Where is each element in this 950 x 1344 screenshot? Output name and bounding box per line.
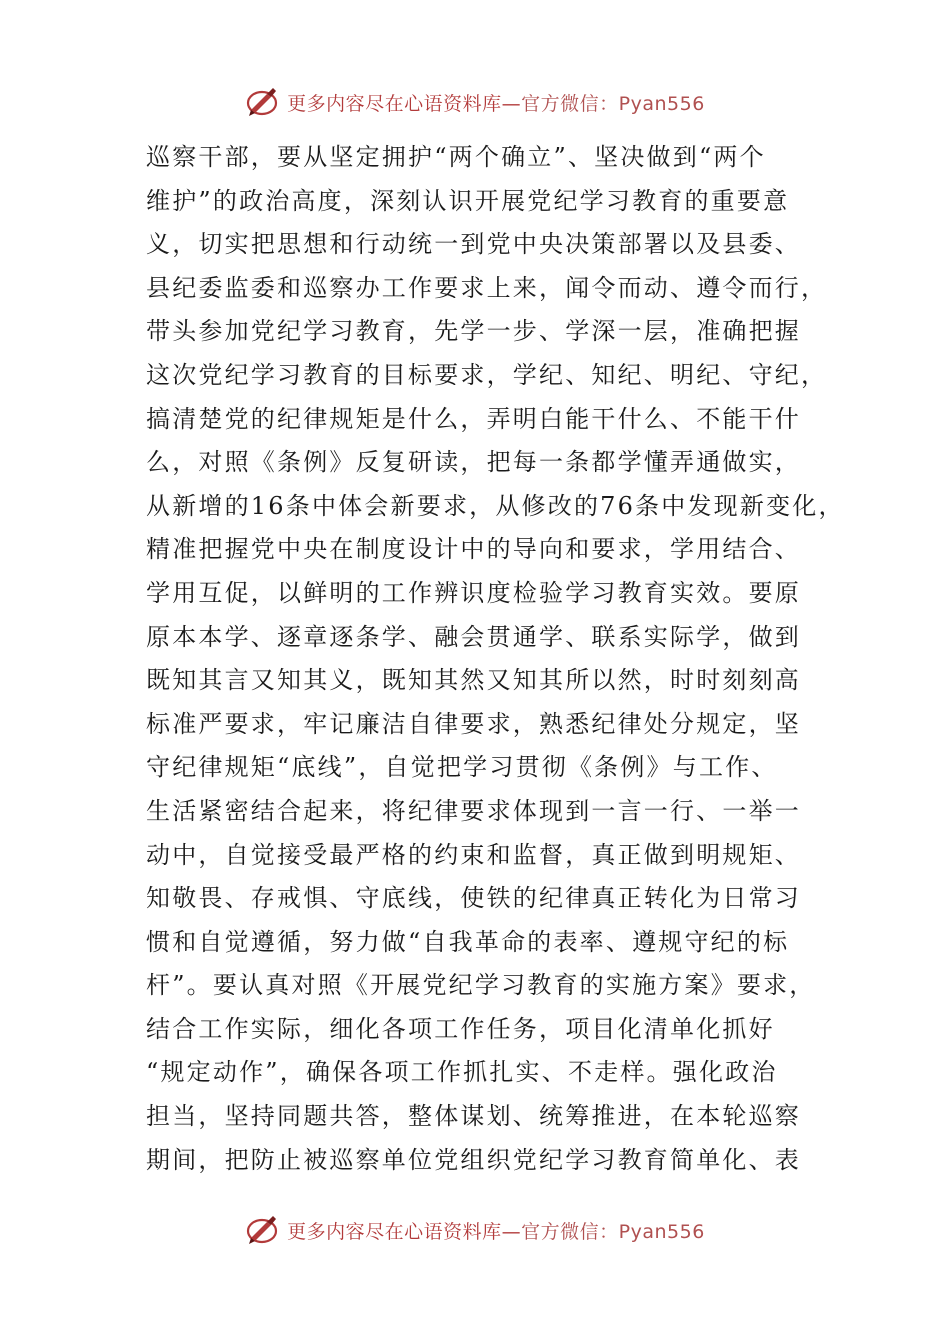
pen-scribble-logo-icon: [245, 1212, 281, 1248]
text-line: 既知其言又知其义，既知其然又知其所以然，时时刻刻高: [146, 666, 801, 695]
text-line: 知敬畏、存戒惧、守底线，使铁的纪律真正转化为日常习: [146, 884, 801, 913]
text-line: 县纪委监委和巡察办工作要求上来，闻令而动、遵令而行，: [146, 273, 828, 302]
text-line: 原本本学、逐章逐条学、融会贯通学、联系实际学，做到: [146, 622, 801, 651]
text-line: 义，切实把思想和行动统一到党中央决策部署以及县委、: [146, 230, 801, 259]
text-line: 维护”的政治高度，深刻认识开展党纪学习教育的重要意: [146, 186, 790, 215]
text-line: 杆”。要认真对照《开展党纪学习教育的实施方案》要求，: [146, 971, 816, 1000]
text-line: 生活紧密结合起来，将纪律要求体现到一言一行、一举一: [146, 796, 801, 825]
text-line: “规定动作”，确保各项工作抓扎实、不走样。强化政治: [146, 1058, 778, 1087]
footer-banner: [0, 1212, 950, 1248]
pen-scribble-logo-icon: [245, 84, 281, 120]
text-line: 搞清楚党的纪律规矩是什么，弄明白能干什么、不能干什: [146, 404, 801, 433]
text-line: 守纪律规矩“底线”，自觉把学习贯彻《条例》与工作、: [146, 753, 778, 782]
text-line: 动中，自觉接受最严格的约束和监督，真正做到明规矩、: [146, 840, 801, 869]
text-line: 精准把握党中央在制度设计中的导向和要求，学用结合、: [146, 535, 801, 564]
text-line: 学用互促，以鲜明的工作辨识度检验学习教育实效。要原: [146, 578, 801, 607]
text-line: 惯和自觉遵循，努力做“自我革命的表率、遵规守纪的标: [146, 927, 790, 956]
text-line: 巡察干部，要从坚定拥护“两个确立”、坚决做到“两个: [146, 143, 766, 171]
header-banner: [0, 84, 950, 120]
document-body: [146, 136, 845, 1182]
text-line: 带头参加党纪学习教育，先学一步、学深一层，准确把握: [146, 317, 801, 346]
text-line: 这次党纪学习教育的目标要求，学纪、知纪、明纪、守纪，: [146, 360, 828, 389]
text-line: 期间，把防止被巡察单位党组织党纪学习教育简单化、表: [146, 1145, 801, 1174]
text-line: 标准严要求，牢记廉洁自律要求，熟悉纪律处分规定，坚: [146, 709, 801, 738]
text-line: 结合工作实际，细化各项工作任务，项目化清单化抓好: [146, 1014, 775, 1043]
text-line: 担当，坚持同题共答，整体谋划、统筹推进，在本轮巡察: [146, 1102, 801, 1131]
text-line: 么，对照《条例》反复研读，把每一条都学懂弄通做实，: [146, 448, 801, 477]
banner-text: 更多内容尽在心语资料库—官方微信：Pyan556: [287, 1220, 705, 1243]
text-line: 从新增的16条中体会新要求，从修改的76条中发现新变化，: [146, 491, 845, 520]
banner-text: 更多内容尽在心语资料库—官方微信：Pyan556: [287, 92, 705, 115]
